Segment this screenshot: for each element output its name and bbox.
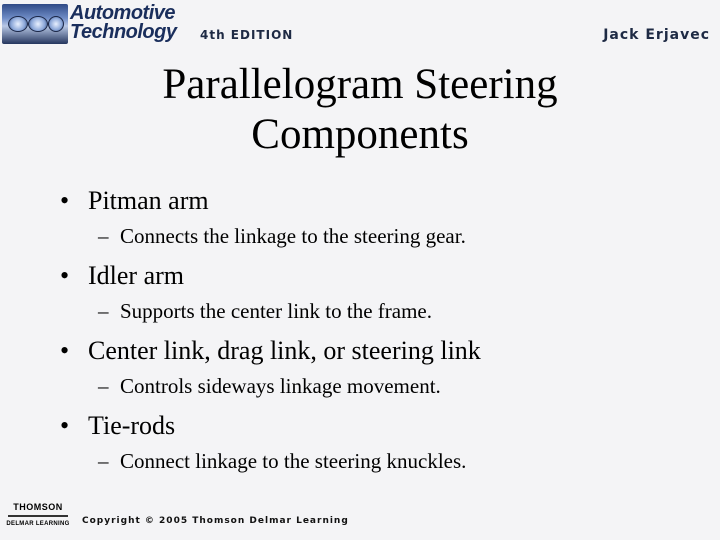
author-name: Jack Erjavec bbox=[603, 27, 710, 43]
slide-footer bbox=[0, 496, 720, 540]
bullet-main: • Idler arm bbox=[58, 258, 698, 294]
bullet-list bbox=[58, 183, 698, 483]
slide-title bbox=[0, 60, 720, 160]
slide-header bbox=[0, 0, 720, 50]
list-item bbox=[58, 333, 698, 401]
book-logo bbox=[70, 4, 176, 42]
logo-line-2: Technology bbox=[70, 21, 177, 43]
publisher-logo bbox=[2, 502, 74, 528]
bullet-sub: – Connects the linkage to the steering gear. bbox=[58, 221, 698, 251]
logo-divider bbox=[8, 515, 68, 517]
title-line-1: Parallelogram Steering bbox=[162, 61, 558, 108]
bullet-sub: – Connect linkage to the steering knuckles. bbox=[58, 446, 698, 476]
bullet-sub: – Controls sideways linkage movement. bbox=[58, 371, 698, 401]
list-item bbox=[58, 258, 698, 326]
headlights-logo-image bbox=[2, 4, 68, 44]
logo-line-1: Automotive bbox=[70, 2, 175, 24]
bullet-main: • Tie-rods bbox=[58, 408, 698, 444]
bullet-main: • Pitman arm bbox=[58, 183, 698, 219]
publisher-line-1: THOMSON bbox=[13, 502, 63, 512]
list-item bbox=[58, 183, 698, 251]
bullet-sub: – Supports the center link to the frame. bbox=[58, 296, 698, 326]
edition-label: 4th EDITION bbox=[200, 28, 294, 42]
copyright-text: Copyright © 2005 Thomson Delmar Learning bbox=[82, 516, 349, 526]
title-line-2: Components bbox=[251, 111, 469, 158]
publisher-line-2: DELMAR LEARNING bbox=[6, 521, 70, 527]
list-item bbox=[58, 408, 698, 476]
bullet-main: • Center link, drag link, or steering link bbox=[58, 333, 698, 369]
